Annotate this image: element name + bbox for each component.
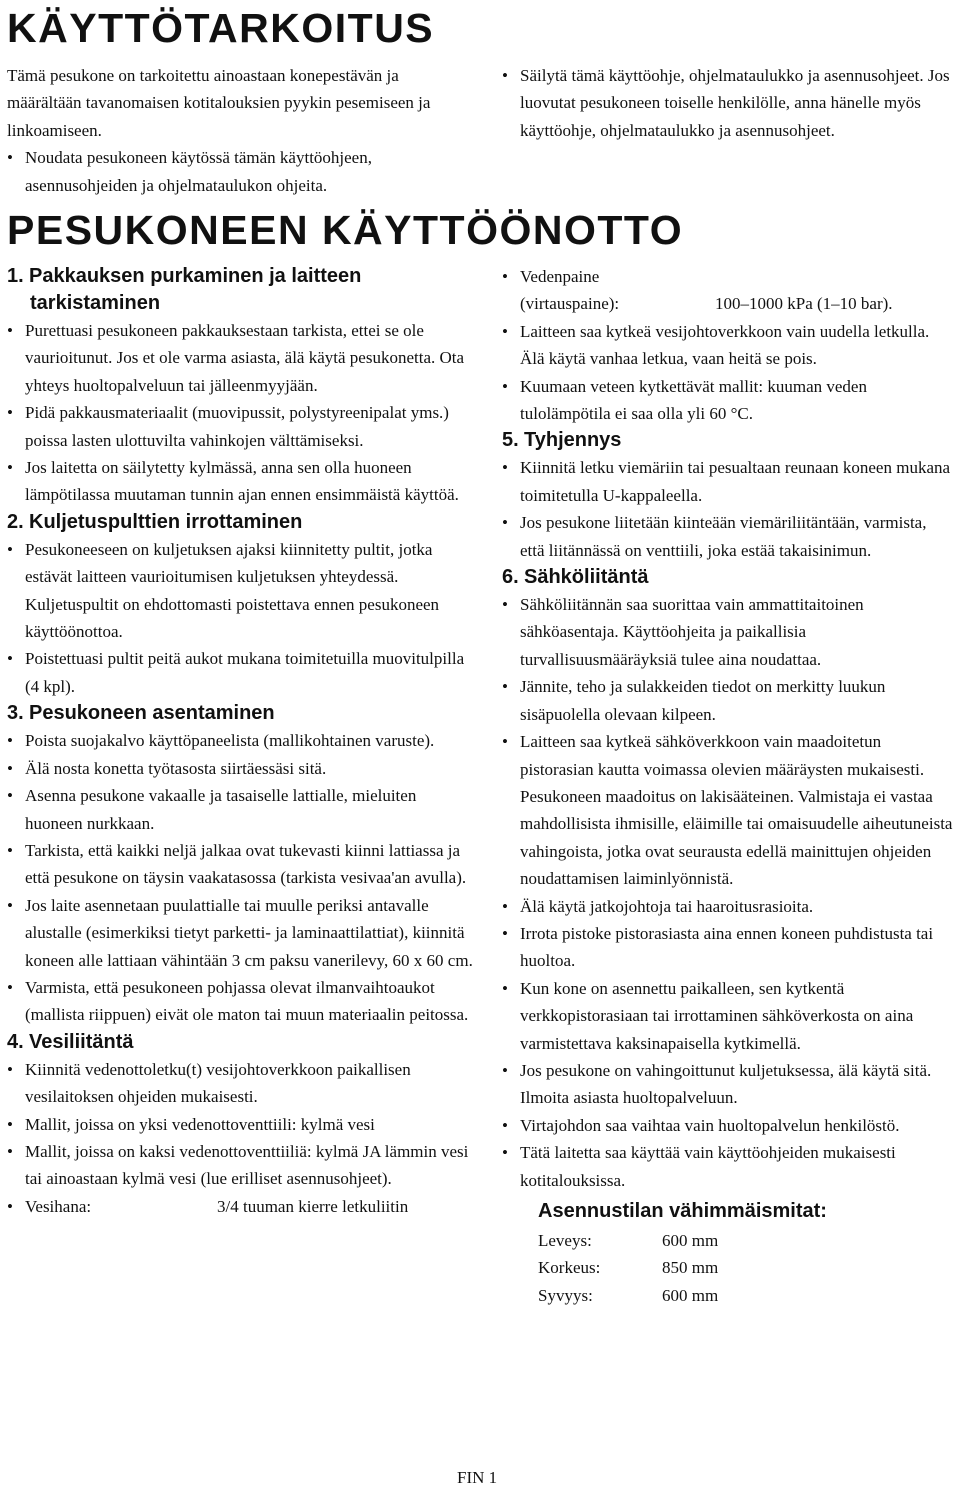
section-2-number: 2. <box>7 510 24 533</box>
list-item: • Asenna pesukone vakaalle ja tasaiselle lattialle, mieluiten huoneen nurkkaan. <box>7 782 477 837</box>
usage-bullet-2: • Säilytä tämä käyttöohje, ohjelmataulukko ja asennusohjeet. Jos luovutat pesukoneen toiselle henkilölle, anna hänelle myös käyttöohje, ohjelmataulukko ja asennusohjeet. <box>502 62 954 144</box>
dimension-label: Syvyys: <box>538 1285 593 1305</box>
section-3-list <box>7 727 477 1028</box>
section-4-title: Vesiliitäntä <box>29 1030 134 1053</box>
list-item-water-tap <box>7 1193 477 1220</box>
list-item: • Älä käytä jatkojohtoja tai haaroitusrasioita. <box>502 893 954 920</box>
min-dimensions-title: Asennustilan vähimmäismitat: <box>538 1200 827 1222</box>
list-item: • Purettuasi pesukoneen pakkauksestaan tarkista, ettei se ole vaurioitunut. Jos et ole varma asiasta, älä käytä pesukonetta. Ota yhteys huoltopalveluun tai jälleenmyyjään. <box>7 317 477 399</box>
water-tap-value: 3/4 tuuman kierre letkuliitin <box>217 1196 409 1216</box>
list-item: • Jos laitetta on säilytetty kylmässä, anna sen olla huoneen lämpötilassa muutaman tunnin ajan ennen ensimmäistä käyttöä. <box>7 454 477 509</box>
section-2-title: Kuljetuspulttien irrottaminen <box>29 510 303 533</box>
list-item: • Poista suojakalvo käyttöpaneelista (mallikohtainen varuste). <box>7 727 477 754</box>
list-item: • Kiinnitä letku viemäriin tai pesualtaan reunaan koneen mukana toimitetulla U-kappaleella. <box>502 454 954 509</box>
water-pressure-label: • Vedenpaine <box>520 267 600 286</box>
section-3-heading <box>7 700 477 727</box>
section-4-list <box>7 1056 477 1220</box>
dimension-row <box>538 1254 954 1281</box>
list-item: • Jännite, teho ja sulakkeiden tiedot on merkitty luukun sisäpuolella olevaan kilpeen. <box>502 673 954 728</box>
setup-title: PESUKONEEN KÄYTTÖÖNOTTO <box>7 207 684 253</box>
section-1-number: 1. <box>7 265 24 287</box>
dimension-value: 600 mm <box>662 1285 719 1305</box>
list-item: • Sähköliitännän saa suorittaa vain ammattitaitoinen sähköasentaja. Käyttöohjeita ja paikallisia turvallisuusmääräyksiä tulee aina noudattaa. <box>502 591 954 673</box>
section-4-list-continued <box>502 263 954 427</box>
list-item: • Kun kone on asennettu paikalleen, sen kytkentä verkkopistorasiaan tai irrottaminen sähköverkosta on aina varmistettava kaksinapaisella kytkimellä. <box>502 975 954 1057</box>
section-6-title: Sähköliitäntä <box>524 566 649 589</box>
section-4-heading <box>7 1029 477 1056</box>
list-item: • Jos pesukone on vahingoittunut kuljetuksessa, älä käytä sitä. Ilmoita asiasta huoltopalveluun. <box>502 1057 954 1112</box>
list-item: • Mallit, joissa on kaksi vedenottoventtiiliä: kylmä JA lämmin vesi tai ainoastaan kylmä vesi (lue erilliset asennusohjeet). <box>7 1138 477 1193</box>
setup-left-column <box>7 263 477 1220</box>
dimension-row <box>538 1227 954 1254</box>
water-tap-label: • Vesihana: <box>25 1196 92 1216</box>
list-item: • Kuumaan veteen kytkettävät mallit: kuuman veden tulolämpötila ei saa olla yli 60 °C. <box>502 373 954 428</box>
list-item: • Poistettuasi pultit peitä aukot mukana toimitetuilla muovitulpilla (4 kpl). <box>7 645 477 700</box>
section-5-heading <box>502 427 954 454</box>
list-item: • Varmista, että pesukoneen pohjassa olevat ilmanvaihtoaukot (mallista riippuen) eivät ole maton tai muun materiaalin peitossa. <box>7 974 477 1029</box>
setup-right-column <box>502 263 954 1309</box>
list-item: • Virtajohdon saa vaihtaa vain huoltopalvelun henkilöstö. <box>502 1112 954 1139</box>
section-5-number: 5. <box>502 429 519 452</box>
section-3-title: Pesukoneen asentaminen <box>29 702 275 725</box>
section-3-number: 3. <box>7 702 24 725</box>
list-item: • Tarkista, että kaikki neljä jalkaa ovat tukevasti kiinni lattiassa ja että pesukone on täysin vaakatasossa (tarkista vesivaa'an avulla). <box>7 837 477 892</box>
water-pressure-value: 100–1000 kPa (1–10 bar). <box>715 294 893 314</box>
page-number: FIN 1 <box>457 1468 498 1487</box>
list-item: • Tätä laitetta saa käyttää vain käyttöohjeiden mukaisesti kotitalouksissa. <box>502 1139 954 1194</box>
list-item: • Laitteen saa kytkeä vesijohtoverkkoon vain uudella letkulla. Älä käytä vanhaa letkua, vaan heitä se pois. <box>502 318 954 373</box>
list-item-water-pressure <box>502 263 954 318</box>
section-2-list <box>7 536 477 700</box>
list-item: • Kiinnitä vedenottoletku(t) vesijohtoverkkoon paikallisen vesilaitoksen ohjeiden mukaisesti. <box>7 1056 477 1111</box>
section-2-heading <box>7 509 477 536</box>
list-item: • Pesukoneeseen on kuljetuksen ajaksi kiinnitetty pultit, jotka estävät laitteen vaurioitumisen kuljetuksen yhteydessä. Kuljetuspultit on ehdottomasti poistettava ennen pesukoneen käyttöönottoa. <box>7 536 477 646</box>
section-5-list <box>502 454 954 564</box>
section-1-title-line2: tarkistaminen <box>30 292 161 314</box>
section-4-number: 4. <box>7 1030 24 1053</box>
list-item: • Pidä pakkausmateriaalit (muovipussit, polystyreenipalat yms.) poissa lasten ulottuvilta vahinkojen välttämiseksi. <box>7 399 477 454</box>
dimension-row <box>538 1282 954 1309</box>
list-item: • Mallit, joissa on yksi vedenottoventtiili: kylmä vesi <box>7 1111 477 1138</box>
list-item: • Älä nosta konetta työtasosta siirtäessäsi sitä. <box>7 755 477 782</box>
water-pressure-sub: (virtauspaine): <box>520 294 620 314</box>
list-item: • Irrota pistoke pistorasiasta aina ennen koneen puhdistusta tai huoltoa. <box>502 920 954 975</box>
section-6-heading <box>502 564 954 591</box>
list-item: • Jos pesukone liitetään kiinteään viemäriliitäntään, varmista, että liitännässä on venttiili, joka estää takaisinimun. <box>502 509 954 564</box>
dimension-value: 600 mm <box>662 1231 719 1250</box>
section-1-heading <box>7 263 477 290</box>
list-item: • Laitteen saa kytkeä sähköverkkoon vain maadoitetun pistorasian kautta voimassa olevien määräysten mukaisesti. Pesukoneen maadoitus on lakisääteinen. Valmistaja ei vastaa mahdollisista ihmisille, eläimille tai omaisuudelle aiheutuneista vahingoista, jotka ovat seurausta edellä mainittujen ohjeiden noudattamisen laiminlyönnistä. <box>502 728 954 892</box>
section-6-list <box>502 591 954 1194</box>
usage-right-column <box>502 62 954 144</box>
usage-bullet-1: • Noudata pesukoneen käytössä tämän käyttöohjeen, asennusohjeiden ja ohjelmataulukon ohjeita. <box>7 144 477 199</box>
section-1-list <box>7 317 477 509</box>
dimension-label: Leveys: <box>538 1231 592 1250</box>
usage-title: KÄYTTÖTARKOITUS <box>7 5 435 51</box>
list-item: • Jos laite asennetaan puulattialle tai muulle periksi antavalle alustalle (esimerkiksi tietyt parketti- ja laminaattilattiat), kiinnitä koneen alle lattiaan vähintään 3 cm paksu vanerilevy, 60 x 60 cm. <box>7 892 477 974</box>
section-5-title: Tyhjennys <box>524 429 622 452</box>
min-dimensions <box>502 1198 954 1309</box>
usage-intro: Tämä pesukone on tarkoitettu ainoastaan konepestävän ja määrältään tavanomaisen kotitalouksien pyykin pesemiseen ja linkoamiseen. <box>7 66 431 140</box>
section-1-title-line1: Pakkauksen purkaminen ja laitteen <box>29 265 362 287</box>
usage-left-column <box>7 62 477 199</box>
dimension-label: Korkeus: <box>538 1258 601 1278</box>
section-6-number: 6. <box>502 566 519 589</box>
dimension-value: 850 mm <box>662 1258 719 1278</box>
